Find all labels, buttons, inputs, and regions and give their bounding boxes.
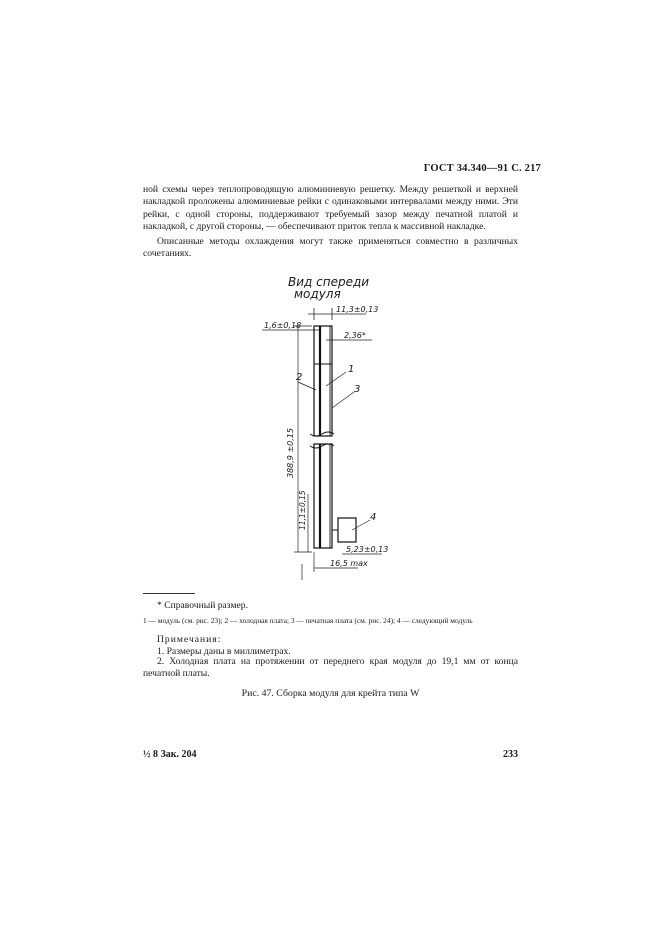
- view-title-line2: модуля: [294, 287, 341, 301]
- dim-height: 388,9 ±0,15: [286, 428, 295, 478]
- figure-caption: Рис. 47. Сборка модуля для крейта типа W: [241, 688, 420, 699]
- view-title-line1: Вид спереди: [288, 275, 370, 289]
- dim-top-width: 11,3±0,13: [336, 305, 379, 314]
- body-paragraph-2: Описанные методы охлаждения могут также применяться совместно в различных сочетаниях.: [143, 236, 518, 260]
- figure-legend: 1 — модуль (см. рис. 23); 2 — холодная плата; 3 — печатная плата (см. рис. 24); 4 — следующий модуль: [143, 616, 473, 625]
- dim-max-width: 16,5 max: [330, 559, 368, 568]
- dim-lower-offset: 11,1±0,15: [298, 490, 307, 530]
- dim-gap: 2,36*: [344, 331, 366, 340]
- module-assembly-drawing: [250, 268, 390, 588]
- body-paragraph-1: ной схемы через теплопроводящую алюминиевую решетку. Между решеткой и верхней накладкой проложены алюминиевые рейки с одинаковыми интервалами между ними. Эти рейки, с одной стороны, поддерживают требуемый зазор между печатной платой и накладкой, с другой стороны, — обеспечивают приток тепла к массивной накладке.: [143, 184, 518, 233]
- page-number: 233: [503, 749, 518, 760]
- leader-2: 2: [296, 372, 303, 383]
- page-header: ГОСТ 34.340—91 С. 217: [423, 163, 541, 174]
- note-1: 1. Размеры даны в миллиметрах.: [157, 646, 291, 657]
- footer-order-ref: ½ 8 Зак. 204: [143, 749, 197, 760]
- leader-3: 3: [354, 384, 361, 395]
- footnote-divider: [143, 593, 195, 594]
- leader-4: 4: [370, 512, 377, 523]
- footnote: * Справочный размер.: [157, 600, 248, 611]
- leader-1: 1: [348, 364, 355, 375]
- dim-connector: 5,23±0,13: [346, 545, 389, 554]
- dim-left-offset: 1,6±0,18: [264, 321, 302, 330]
- notes-title: Примечания:: [157, 634, 222, 645]
- note-2: 2. Холодная плата на протяжении от переднего края модуля до 19,1 мм от конца печатной платы.: [143, 656, 518, 680]
